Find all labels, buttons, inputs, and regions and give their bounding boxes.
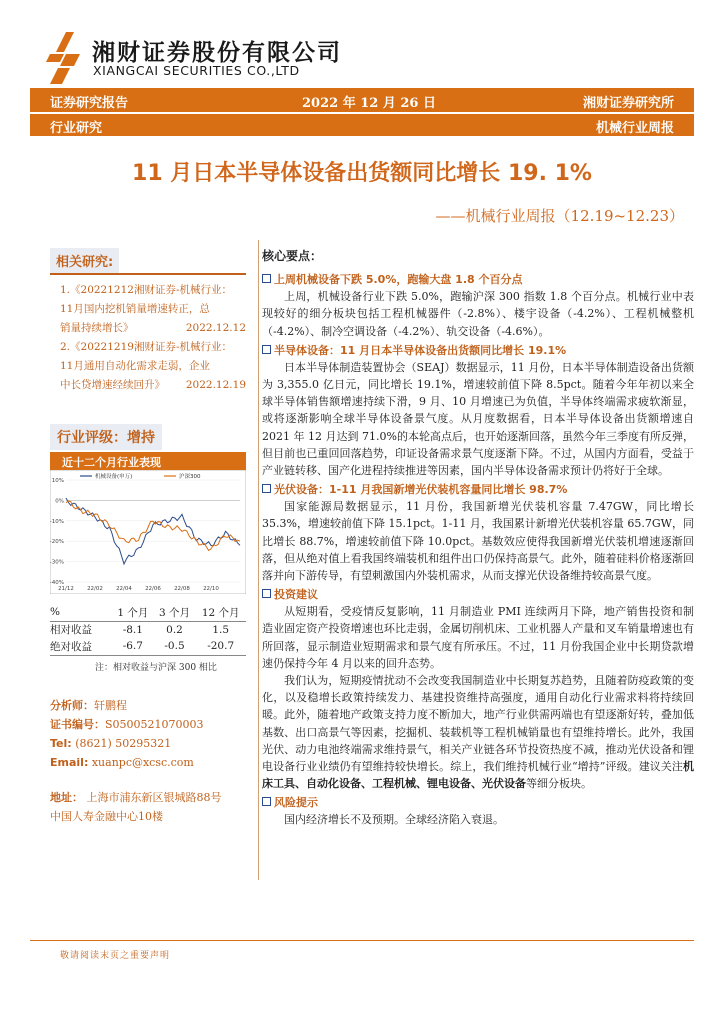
section-body: 国内经济增长不及预期。全球经济陷入衰退。 [284, 813, 504, 827]
y-tick-label: -10% [50, 518, 64, 525]
y-tick-label: 10% [51, 478, 64, 484]
related-label: 相关研究: [50, 248, 119, 273]
section-heading: 半导体设备：11 月日本半导体设备出货额同比增长 19.1% [262, 342, 694, 359]
y-tick-label: 0% [55, 498, 64, 505]
footer-rule [30, 940, 694, 941]
x-tick-label: 22/10 [203, 586, 219, 592]
company-name-cn: 湘财证券股份有限公司 [92, 40, 342, 66]
table-note: 注：相对收益与沪深 300 相比 [95, 663, 217, 673]
report-title: 11 月日本半导体设备出货额同比增长 19. 1% [132, 161, 592, 186]
page-header [0, 0, 724, 88]
category: 行业研究 [50, 121, 103, 136]
section-heading: 上周机械设备下跌 5.0%，跑输大盘 1.8 个百分点 [262, 271, 694, 288]
y-tick-label: -40% [50, 580, 64, 586]
legend-entry: 机械设备(申万) [95, 474, 133, 480]
related-research [50, 248, 246, 391]
x-tick-label: 22/02 [87, 586, 103, 592]
tel: (8621) 50295321 [75, 737, 172, 750]
institute: 湘财证券研究所 [582, 96, 674, 111]
table-row: 绝对收益 -6.7 -0.5 -20.7 [50, 638, 246, 655]
analyst-info: 分析师：轩鹏程 证书编号：S0500521070003 Tel: (8621) 50295321 Email: xuanpc@xcsc.com [50, 699, 204, 769]
cert-number: S0500521070003 [105, 718, 204, 731]
checkbox-icon [262, 589, 271, 598]
report-type: 证券研究报告 [50, 96, 129, 111]
related-item[interactable]: 2.《20221219湘财证券-机械行业： 11月通用自动化需求走弱，企业 中长贷增速经续回升》 2022.12.19 [60, 341, 246, 391]
performance-table [50, 604, 246, 656]
x-tick-label: 22/08 [174, 586, 190, 592]
section-heading: 投资建议 [262, 586, 694, 603]
report-info-band [30, 88, 694, 112]
x-tick-label: 22/06 [145, 586, 161, 592]
x-tick-label: 21/12 [58, 586, 74, 592]
address: 地址： 上海市浦东新区银城路88号 中国人寿金融中心10楼 [50, 791, 222, 823]
analyst-name: 轩鹏程 [94, 699, 127, 712]
xiangcai-logo-icon [44, 30, 84, 84]
table-row: 相对收益 -8.1 0.2 1.5 [50, 623, 230, 637]
section-body: 国家能源局数据显示，11 月份，我国新增光伏装机容量 7.47GW，同比增长 35.3%，增速较前值下降 15.1pct。1-11 月，我国累计新增光伏装机容量 65.7GW，同比增长 88.7%，增速较前值下降 10.0pct。基数效应使得我国新增光伏装机增速逐渐回落，但从绝对值上看我国终端装机和组件出口仍保持高景气。此外，随着硅料价格逐渐回落并向下游传导，有望刺激国内外装机需求，从而支撑光伏设备维持较高景气度。 [262, 500, 694, 583]
report-subtitle: ——机械行业周报（12.19~12.23） [435, 207, 684, 225]
section-body: 上周，机械设备行业下跌 5.0%，跑输沪深 300 指数 1.8 个百分点。机械行业中表现较好的细分板块包括工程机械器件（-2.8%）、楼宇设备（-4.2%）、工程机械整机（-4.2%）、制冷空调设备（-4.2%）、轨交设备（-4.6%）。 [262, 290, 694, 338]
section-heading: 风险提示 [262, 794, 694, 811]
table-header-row: % 1 个月 3 个月 12 个月 [50, 604, 246, 621]
company-name-en: XIANGCAI SECURITIES CO.,LTD [93, 63, 300, 78]
column-divider [258, 240, 259, 880]
section-body: 从短期看，受疫情反复影响，11 月制造业 PMI 连续两月下降，地产销售投资和制造业固定资产投资增速也环比走弱，金属切削机床、工业机器人产量和叉车销量增速也有所回落，显示制造业短期需求和景气度有所承压。不过，11 月份我国企业中长期贷款增速仍保持今年 4 月以来的回升态势。 [262, 605, 694, 670]
related-list [60, 281, 246, 395]
core-points [262, 248, 694, 829]
performance-chart [50, 470, 246, 594]
chart-frame [50, 470, 246, 594]
performance-title: 近十二个月行业表现 [50, 452, 246, 470]
checkbox-icon [262, 345, 271, 354]
section-heading: 光伏设备：1-11 月我国新增光伏装机容量同比增长 98.7% [262, 481, 694, 498]
section-body: 我们认为，短期疫情扰动不会改变我国制造业中长期复苏趋势，且随着防疫政策的变化，以及稳增长政策持续发力、基建投资维持高强度，通用自动化行业需求料将持续回暖。此外，随着地产政策支持力度不断加大，地产行业供需两端也有望逐渐好转，叠加低基数、出口高景气等因素，挖掘机、装载机等工程机械销量也有望维持增长。此外，我国光伏、动力电池终端需求维持景气，相关产业链各环节投资热度不减，推动光伏设备和锂电设备行业业绩仍有望维持较快增长。综上，我们维持机械行业“增持”评级。建议关注机床工具、自动化设备、工程机械、锂电设备、光伏设备等细分板块。 [262, 674, 694, 791]
report-date: 2022 年 12 月 26 日 [302, 96, 436, 111]
category-band [30, 114, 694, 136]
section-body: 日本半导体制造装置协会（SEAJ）数据显示，11 月份，日本半导体制造设备出货额为 3,355.0 亿日元，同比增长 19.1%，增速较前值下降 8.5pct。随着今年年初以来全球半导体销售额增速持续下滑，9 月、10 月增速已为负值，半导体终端需求疲软渐显，或将逐渐影响全球半导体设备景气度。从月度数据看，日本半导体设备出货额增速自 2021 年 12 月达到 71.0%的本轮高点后，也开始逐渐回落，虽然今年三季度有所反弹，但目前也已重回回落趋势，印证设备需求景气度逐渐下降。不过，从国内方面看，受益于产业链转移、国产化进程持续推进等因素，国内半导体设备需求预计仍将好于全球。 [262, 360, 694, 478]
checkbox-icon [262, 274, 271, 283]
checkbox-icon [262, 797, 271, 806]
footer-disclaimer: 敬请阅读末页之重要声明 [60, 951, 171, 961]
series: 机械行业周报 [595, 121, 674, 136]
related-item[interactable]: 1.《20221212湘财证券-机械行业： 11月国内挖机销量增速转正，总 销量持续增长》 2022.12.12 [60, 284, 246, 334]
legend-entry: 沪深300 [179, 474, 201, 480]
related-rule [50, 273, 246, 275]
email-link[interactable]: xuanpc@xcsc.com [91, 756, 194, 769]
industry-rating: 行业评级：增持 [50, 424, 162, 450]
y-tick-label: -30% [50, 559, 64, 566]
y-tick-label: -20% [50, 539, 64, 546]
checkbox-icon [262, 484, 271, 493]
core-heading: 核心要点： [262, 249, 323, 263]
x-tick-label: 22/04 [116, 586, 132, 592]
